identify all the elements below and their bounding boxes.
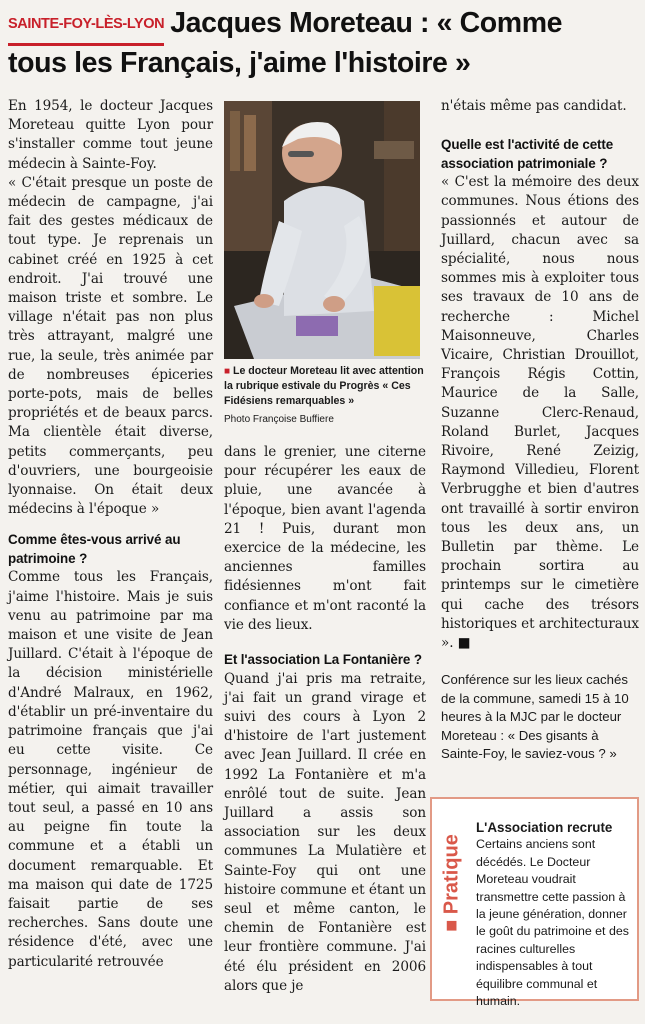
headline (8, 6, 637, 81)
caption-bullet: ■ (224, 366, 231, 377)
intro-paragraph: En 1954, le docteur Jacques Moreteau quitte Lyon pour s'installer comme tout jeune médecin à Sainte-Foy. (8, 98, 213, 172)
article-header (8, 6, 637, 81)
column-3 (441, 97, 639, 653)
pratique-heading: L'Association recrute (476, 820, 613, 835)
photo-caption (224, 364, 424, 427)
pratique-label: ■ Pratique (440, 834, 463, 932)
photo-illustration (224, 101, 420, 359)
headline-line-2: tous les Français, j'aime l'histoire » (8, 47, 471, 79)
answer-1: Comme tous les Français, j'aime l'histoire. Mais je suis venu au patrimoine par ma maison et une visite de Jean Juillard. C'était à l'époque de la décision ministérielle d'André Malraux, en 1962, d'établir un pré-inventaire du patrimoine français que j'ai eu cette visite. Ce personnage, ingénieur de métier, qui aimait travailler tout seul, a passé en 10 ans au peigne fin toute la commune et a établi un document remarquable. Et ma maison qui date de 1725 faisait partie de ses recherches. Sans doute une résidence d'été, avec une particularité retrouvée (8, 569, 213, 970)
question-3: Quelle est l'activité de cette association patrimoniale ? (441, 137, 614, 171)
question-1: Comme êtes-vous arrivé au patrimoine ? (8, 532, 181, 566)
answer-1-continued: dans le grenier, une citerne pour récupérer les eaux de pluie, une avancée à l'époque, bien avant l'agenda 21 ! Puis, durant mon exercice de la médecine, les anciennes familles fidésiennes m'ont fait confiance et m'ont raconté la vie des lieux. (224, 444, 426, 633)
end-mark: ■ (457, 635, 471, 652)
answer-2: Quand j'ai pris ma retraite, j'ai fait un grand virage et suivi des cours à Lyon 2 d'histoire de l'art justement avec Jean Juillard. Il crée en 1992 La Fontanière et m'a enrôlé tout de suite. Jean Juillard a assis son association sur les deux communes La Mulatière et Sainte-Foy qui ont une histoire commune et étant un seul et même canton, le chemin de Fontanière est leur frontière commune. J'ai été élu président en 2006 alors que je (224, 670, 426, 994)
column-1 (8, 97, 213, 972)
answer-2-continued: n'étais même pas candidat. (441, 98, 627, 114)
answer-3-text: « C'est la mémoire des deux communes. Nous étions des passionnés et autour de Juillard, chacun avec sa spécialité, nous nous sommes mis à exploiter tous ses travaux de 10 ans de recherche : Michel Maisonneuve, Charles Vicaire, Christian Drouillot, François Régis Cottin, Maurice de la Salle, Suzanne Clerc-Renaud, Roland Burlet, Jacques Rivoire, René Zeizig, Raymond Villedieu, Florent Verbrugghe et bien d'autres ont travaillé à sortir environ tous les deux ans, un Bulletin par thème. Le prochain sortira au printemps sur le cimetière qui cache des trésors historiques et architecturaux ». (441, 174, 639, 652)
conference-notice: Conférence sur les lieux cachés de la commune, samedi 15 à 10 heures à la MJC par le docteur Moreteau : « Des gisants à Sainte-Foy, le saviez-vous ? » (441, 672, 629, 761)
headline-line-1: Jacques Moreteau : « Comme (170, 7, 563, 39)
pratique-box (430, 797, 639, 1009)
portrait-photo (224, 101, 420, 359)
answer-3 (441, 173, 639, 653)
quote-paragraph: « C'était presque un poste de médecin de campagne, j'ai fait des gestes médicaux de tout type. Je reprenais un cabinet créé en 1925 à cet endroit. J'ai trouvé une maison triste et sombre. Le village n'était pas non plus très attrayant, malgré une rue, la seule, très animée par de nombreuses épiceries porte-pots, mais de belles propriétés et de beaux parcs. Ma clientèle était diverse, petits commerçants, peu d'ouvriers, une bourgeoisie lyonnaise. On était deux médecins à l'époque » (8, 174, 213, 518)
location-tag: SAINTE-FOY-LÈS-LYON (8, 7, 164, 46)
pratique-text: Certains anciens sont décédés. Le Docteur Moreteau voudrait transmettre cette passion à la jeune génération, donner le goût du patrimoine et des racines culturelles indispensables à tout équilibre communal et humain. (476, 837, 629, 1009)
question-2: Et l'association La Fontanière ? (224, 652, 422, 668)
pratique-tab (438, 813, 466, 953)
caption-text: Le docteur Moreteau lit avec attention la rubrique estivale du Progrès « Ces Fidésiens remarquables » (224, 365, 424, 407)
column-2 (224, 443, 426, 996)
pratique-content (476, 819, 636, 1010)
photo-credit: Photo Françoise Buffiere (224, 414, 334, 425)
